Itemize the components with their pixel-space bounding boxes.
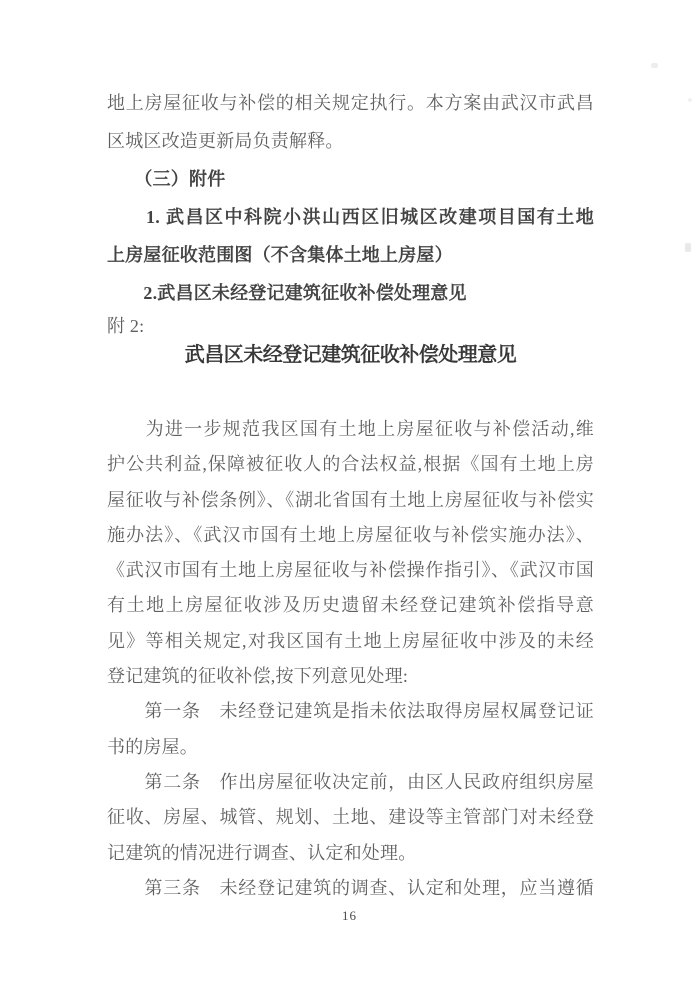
text-line: 区城区改造更新局负责解释。 (107, 131, 344, 151)
text-line: （三）附件 (107, 169, 226, 189)
text-line: 书的房屋。 (107, 736, 198, 757)
text-line: 施办法》、《武汉市国有土地上房屋征收与补偿实施办法》、 (107, 524, 594, 545)
document-content (107, 84, 594, 906)
scan-artifact (688, 98, 692, 102)
text-line: 记建筑的情况进行调查、认定和处理。 (107, 842, 417, 863)
text-line: 护公共利益,保障被征收人的合法权益,根据《国有土地上房 (107, 454, 594, 475)
section-body-text (107, 412, 594, 906)
text-line: 《武汉市国有土地上房屋征收与补偿操作指引》、《武汉市国 (107, 560, 594, 581)
text-line: 第一条 未经登记建筑是指未依法取得房屋权属登记证 (107, 701, 594, 722)
text-line: 登记建筑的征收补偿,按下列意见处理: (107, 666, 409, 687)
scan-artifact (685, 243, 691, 252)
document-title: 武昌区未经登记建筑征收补偿处理意见 (184, 344, 517, 366)
text-line: 征收、房屋、城管、规划、土地、建设等主管部门对未经登 (107, 807, 594, 828)
text-line: 屋征收与补偿条例》、《湖北省国有土地上房屋征收与补偿实 (107, 489, 594, 510)
section-preceding-text (107, 84, 594, 312)
text-line: 第二条 作出房屋征收决定前，由区人民政府组织房屋 (107, 771, 594, 792)
text-line: 1. 武昌区中科院小洪山西区旧城区改建项目国有土地 (107, 207, 594, 227)
text-line: 地上房屋征收与补偿的相关规定执行。本方案由武汉市武昌 (107, 93, 594, 113)
text-line: 第三条 未经登记建筑的调查、认定和处理，应当遵循 (107, 877, 594, 898)
text-line: 有土地上房屋征收涉及历史遗留未经登记建筑补偿指导意 (107, 595, 594, 616)
scan-artifact (651, 63, 658, 68)
text-line: 2.武昌区未经登记建筑征收补偿处理意见 (107, 283, 467, 303)
text-line: 见》等相关规定,对我区国有土地上房屋征收中涉及的未经 (107, 630, 594, 651)
text-line: 上房屋征收范围图（不含集体土地上房屋） (107, 245, 453, 265)
text-line: 为进一步规范我区国有土地上房屋征收与补偿活动,维 (107, 419, 594, 439)
attachment-2-label: 附 2: (107, 316, 145, 336)
page-number: 16 (342, 908, 357, 923)
